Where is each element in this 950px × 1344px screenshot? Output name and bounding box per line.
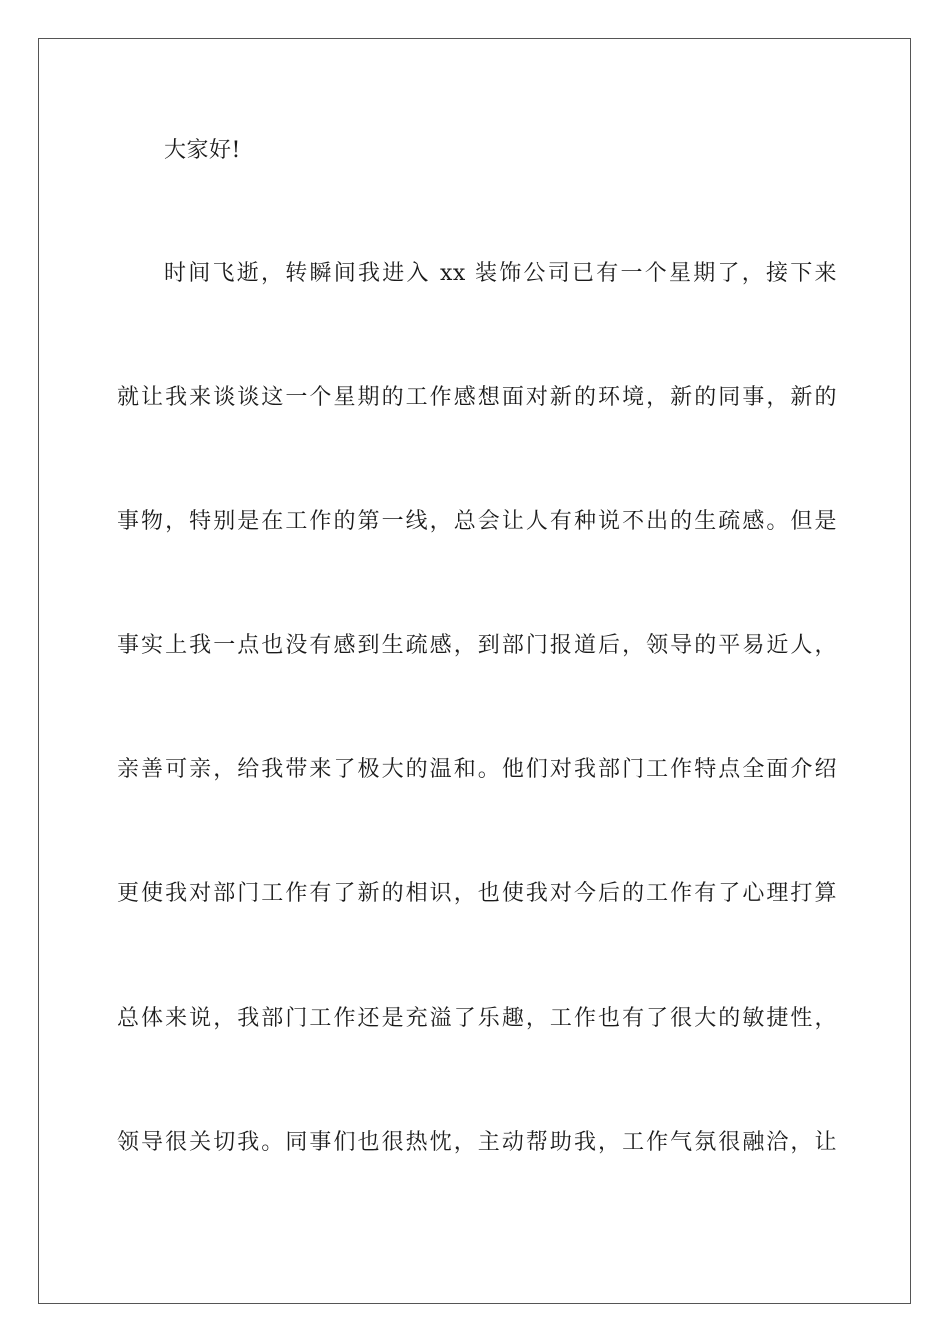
paragraph-line-1: 时间飞逝，转瞬间我进入 xx 装饰公司已有一个星期了，接下来 (164, 261, 837, 286)
paragraph-line-6: 更使我对部门工作有了新的相识，也使我对今后的工作有了心理打算 (117, 881, 837, 906)
paragraph-line-7: 总体来说，我部门工作还是充溢了乐趣，工作也有了很大的敏捷性， (117, 1006, 837, 1031)
paragraph-line-8: 领导很关切我。同事们也很热忱，主动帮助我，工作气氛很融洽，让 (117, 1130, 837, 1155)
paragraph-line-4: 事实上我一点也没有感到生疏感，到部门报道后，领导的平易近人， (117, 633, 837, 658)
greeting-line: 大家好! (164, 138, 241, 163)
page-frame (38, 38, 911, 1304)
paragraph-line-3: 事物，特别是在工作的第一线，总会让人有种说不出的生疏感。但是 (117, 509, 837, 534)
paragraph-line-2: 就让我来谈谈这一个星期的工作感想面对新的环境，新的同事，新的 (117, 385, 837, 410)
paragraph-line-5: 亲善可亲，给我带来了极大的温和。他们对我部门工作特点全面介绍 (117, 757, 837, 782)
